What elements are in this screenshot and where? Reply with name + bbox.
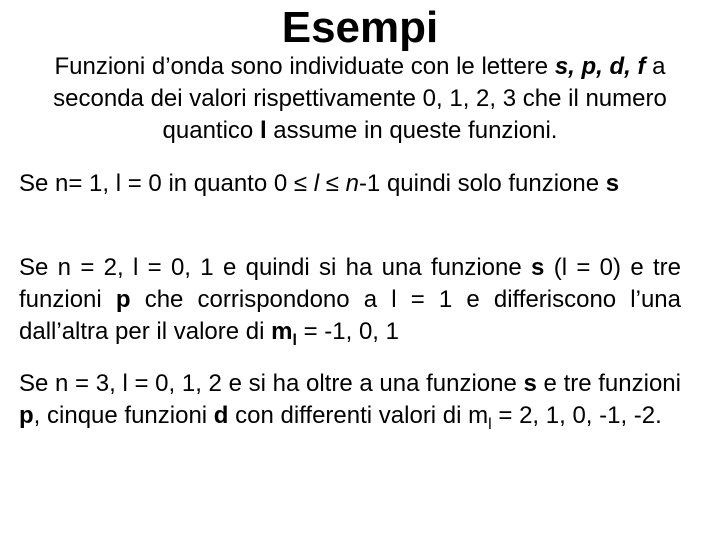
p2-ml-subscript: l (292, 332, 297, 349)
p1-text-1: Se n= 1, l = 0 in quanto 0 ≤ (19, 170, 314, 197)
p3-text-2: e tre funzioni (536, 370, 681, 397)
p3-s-bold: s (523, 370, 537, 397)
orbital-letters: s, p, d, f (554, 53, 646, 80)
p2-text-2: (l = 0) e tre funzioni (19, 254, 682, 313)
p2-ml-m: m (271, 318, 293, 345)
p2-text-1: Se n = 2, l = 0, 1 e quindi si ha una funzione (19, 254, 532, 281)
p3-ml-subscript: l (488, 416, 492, 433)
p1-l-italic: l (313, 170, 320, 197)
example-n1-paragraph (19, 168, 681, 200)
p1-text-2: ≤ (319, 170, 346, 197)
p3-text-4: con differenti valori di m (228, 402, 489, 429)
p2-text-3: che corrispondono a l = 1 e differiscono l’una dall’altra per il valore di (19, 286, 682, 345)
p1-text-3: -1 quindi solo funzione (358, 170, 606, 197)
p2-p-bold: p (115, 286, 131, 313)
intro-paragraph (20, 51, 700, 147)
p1-n-italic: n (345, 170, 359, 197)
p3-text-3: , cinque funzioni (33, 402, 214, 429)
p3-text-5: = 2, 1, 0, -1, -2. (491, 402, 662, 429)
intro-text-2: a seconda dei valori rispettivamente 0, 1, 2, 3 che il numero quantico (53, 53, 667, 144)
p3-text-1: Se n = 3, l = 0, 1, 2 e si ha oltre a una funzione (19, 370, 524, 397)
p2-text-4: = -1, 0, 1 (296, 318, 399, 345)
intro-text-3: assume in queste funzioni. (266, 117, 558, 144)
example-n3-paragraph (19, 368, 681, 432)
quantum-number-l: l (259, 117, 267, 144)
p1-s-bold: s (605, 170, 620, 197)
slide-title: Esempi (281, 3, 439, 52)
p3-d-bold: d (213, 402, 229, 429)
intro-text-1: Funzioni d’onda sono individuate con le lettere (54, 53, 555, 80)
example-n2-paragraph (19, 252, 681, 348)
p3-p-bold: p (19, 402, 34, 429)
p2-s-bold: s (531, 254, 545, 281)
